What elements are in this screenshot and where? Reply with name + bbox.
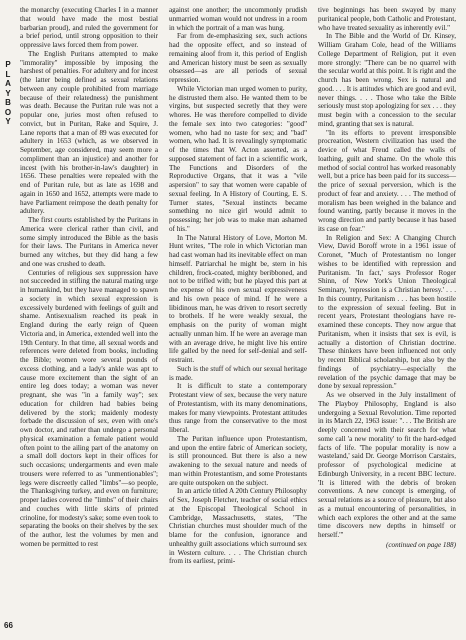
paragraph: Centuries of religious sex suppression have not succeeded in stifling the natural mating urge in humankind, but they have managed to spawn a society in which sexual expression is excessively burdened with feelings of guilt and shame. Antisexualism reached its peak in England during the early reign of Queen Victoria and, in America, extended well into the 19th Century. In that time, all sexual words and references were deleted from books, including the Bible; women wore several pounds of excess clothing, and a lady's ankle was apt to cause more excitement than the sight of an entire leg does today; a woman was never pregnant, she was "in a family way"; sex education for children had babies being delivered by the stork; maidenly modesty forbade the discussion of sex, even with one's own doctor, and rather than undergo a personal physical examination a female patient would often point to the ailing part of the anatomy on a small doll doctors kept in their offices for such occasions; undergarments and even male trousers were referred to as "unmentionables"; legs were discreetly called "limbs"—so people, the Thanksgiving turkey, and even on furniture; proper ladies covered the "limbs" of their chairs and couches with little skirts of printed crinoline, for modesty's sake; some even took to separating the books on their shelves by the sex of the author, lest the volumes by men and women be permitted to rest xyxy=(20,268,158,548)
side-label-letter: O xyxy=(4,107,12,117)
continued-on-page-line: (continued on page 188) xyxy=(385,540,456,549)
paragraph: The English Puritans attempted to make "immorality" impossible by imposing the harshest of penalties. For adultery and for incest (the latter being defined as sexual relations between any couple prohibited from marriage because of their relatedness) the punishment was death. Because the Puritan rule was not a popular one, juries most often refused to convict, but in Puritan, Rake and Squire, J. Lane reports that a man of 89 was executed for adultery in 1653 (which, as we observed in September, age considered, may seem more a compliment than an injustice) and another for incest (with his brother-in-law's daughter) in 1656. These penalties were repealed with the end of Puritan rule, but as late as 1698 and again in 1650 and 1652, attempts were made to have Parliament reimpose the death penalty for adultery. xyxy=(20,49,158,216)
text-column-1 xyxy=(20,6,158,549)
paragraph: The Puritan influence upon Protestantism, and upon the entire fabric of American society, is still pronounced. But there is also a new awakening to the sexual nature and needs of man within Protestantism, and some Protestants are quite outspoken on the subject. xyxy=(169,434,307,487)
side-label-letter: Y xyxy=(5,117,11,126)
side-label-letter: Y xyxy=(5,88,11,98)
paragraph: Far from de-emphasizing sex, such actions had the opposite effect, and so instead of remaining aloof from it, this period of English and American history must be seen as sexually obsessed—as are all periods of sexual repression. xyxy=(169,32,307,84)
paragraph: In The Bible and the World of Dr. Kinsey, William Graham Cole, head of the Williams College Department of Religion, put it even more strongly: "There can be no quarrel with the secular world at this point. It is right and the church has been wrong. Sex is natural and good. . . . It is attitudes which are good and evil, never things. . . . Those who take the Bible seriously must stop apologizing for sex . . . they must begin with a concession to the secular mind, granting that sex is natural. xyxy=(318,32,456,128)
paragraph: tive beginnings has been swayed by many puritanical people, both Catholic and Protestant, who have treated sexuality as inherently evil." xyxy=(318,6,456,32)
paragraph: Such is the stuff of which our sexual heritage is made. xyxy=(169,364,307,382)
paragraph: The first courts established by the Puritans in America were clerical rather than civil, and some simply introduced the Bible as the basis for their laws. The Puritans in America never burned any witches, but they did hang a few and one was crushed to death. xyxy=(20,216,158,268)
side-label-letter: L xyxy=(5,69,11,79)
page-number: 66 xyxy=(4,621,13,630)
paragraph: against one another; the uncommonly prudish unmarried woman would not undress in a room in which the portrait of a man was hung. xyxy=(169,6,307,32)
text-column-2 xyxy=(169,6,307,566)
side-label-letter: A xyxy=(5,79,11,88)
text-column-3 xyxy=(318,6,456,550)
paragraph: In The Natural History of Love, Morton M. Hunt writes, "The role in which Victorian man had cast woman had its inevitable effect on man himself. Patriarchal he might be, stern in his children, frock-coated, mighty beribboned, and not to be trifled with; but he played this part at the expense of his own sexual expressiveness and his own peace of mind. If he were a libidinous man, he was driven to resort secretly to brothels. If he were weakly sexual, the emphasis on the purity of woman might actually unman him. If he were an average man with an average drive, he might live his entire life galled by the need for self-denial and self-restraint. xyxy=(169,233,307,364)
side-label-letter: B xyxy=(5,98,11,107)
paragraph: "In its efforts to prevent irresponsible procreation, Western civilization has used the device of what Freud called the walls of loathing, guilt and shame. On the whole this method of social control has worked reasonably well, but a price has been paid for its success—the price of sexual perversion, which is the product of fear and anxiety. . . . The method of moralism has been weighed in the balance and found wanting, partly because it moves in the wrong direction and partly because it has based its case on fear." xyxy=(318,128,456,233)
paragraph: the monarchy (executing Charles I in a manner that would have made the most bestial barbarian proud), and ruled the government for a brief period, until strong opposition to their oppressive laws forced them from power. xyxy=(20,6,158,49)
paragraph: In Religion and Sex: A Changing Church View, David Boroff wrote in a 1961 issue of Coronet, "Much of Protestantism no longer wishes to be identified with repression and Puritanism. 'In fact,' says Professor Roger Shinn, of New York's Union Theological Seminary, 'repression is a Christian heresy.' . . . In this country, Puritanism . . . has been hostile to the expression of sexual feeling. But in recent years, Protestant theologians have re-examined these concepts. They now argue that Puritanism, when it insists that sex is evil, is actually a distortion of Christian doctrine. These thinkers have been influenced not only by recent Biblical scholarship, but also by the findings of psychiatry—especially the revelation of the psychic damage that may be done by sexual repression." xyxy=(318,233,456,391)
paragraph: As we observed in the July installment of The Playboy Philosophy, England is also undergoing a Sexual Revolution. Time reported in its March 22, 1963 issue: ". . . The British are deeply concerned with their search for what some call 'a new morality' to fit the hard-edged facts of life. 'The popular morality is now a wasteland,' said Dr. George Morrison Carstairs, professor of psychological medicine at Edinburgh University, in a recent BBC lecture. 'It is littered with the debris of broken conventions. A new concept is emerging, of sexual relations as a source of pleasure, but also as a mutual encountering of personalities, in which each explores the other and at the same time discovers new depths in himself or herself.'" xyxy=(318,391,456,539)
side-label-letter: P xyxy=(5,60,11,69)
magazine-side-label xyxy=(2,60,14,127)
paragraph: In an article titled A 20th Century Philosophy of Sex, Joseph Fletcher, teacher of social ethics at the Episcopal Theological School in Cambridge, Massachusetts, states, "The Christian churches must shoulder much of the blame for the confusion, ignorance and unhealthy guilt associations which surround sex in Western culture. . . . The Christian church from its earliest, primi- xyxy=(169,487,307,566)
paragraph: It is difficult to state a contemporary Protestant view of sex, because the very nature of Protestantism, with its many denominations, makes for many viewpoints. Protestant attitudes thus range from the conservative to the most liberal. xyxy=(169,382,307,434)
paragraph: While Victorian man urged women to purity, he distrusted them also. He wanted them to be virgins, but suspected secretly that they were whores. He was therefore compelled to divide the female sex into two categories: "good" women, who had no taste for sex; and "bad" women, who had. It is revealingly symptomatic of the times that W. Acton asserted, as a supposed statement of fact in a scientific work, The Functions and Disorders of the Reproductive Organs, that it was a "vile aspersion" to say that women were capable of sexual feeling. In A History of Courting, E. S. Turner states, "Sexual instincts became something no nice girl would admit to possessing; her job was to make man ashamed of his." xyxy=(169,84,307,233)
